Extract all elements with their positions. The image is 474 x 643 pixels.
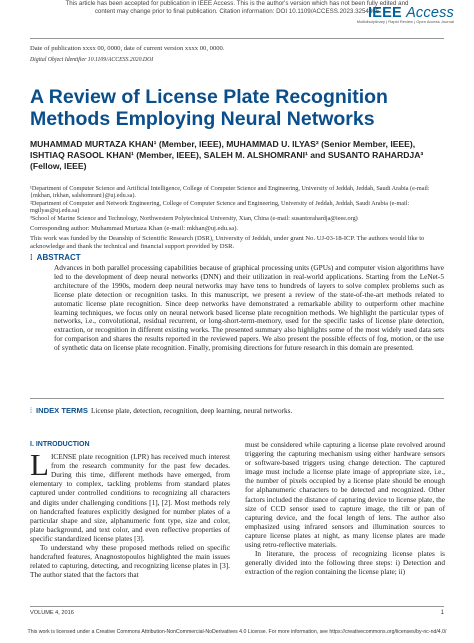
abstract-divider	[30, 398, 444, 399]
publication-notice-line2: content may change prior to final publication. Citation information: DOI 10.1109/ACCESS.2023.3254365	[94, 8, 380, 15]
index-terms-label: INDEX TERMS	[36, 406, 88, 415]
publication-notice-line1: This article has been accepted for publication in IEEE Access. This is the author's version which has not been fully edited and	[65, 0, 409, 7]
author-list: MUHAMMAD MURTAZA KHAN¹ (Member, IEEE), MUHAMMAD U. ILYAS² (Senior Member, IEEE), ISHTIAQ RASOOL KHAN¹ (Member, IEEE), SALEH M. ALSHOMRANI¹ and SUSANTO RAHARDJA³ (Fellow, IEEE)	[30, 139, 424, 171]
affiliation-1: ¹Department of Computer Science and Artificial Intelligence, College of Computer Science and Engineering, University of Jeddah, Jeddah, Saudi Arabia (e-mail: {mkhan, irkhan, salshomrani}@uj.edu.sa).	[30, 185, 430, 200]
left-column	[30, 440, 230, 579]
logo-access: Access	[406, 5, 454, 21]
index-terms	[30, 406, 444, 415]
intro-paragraph-1-text: ICENSE plate recognition (LPR) has received much interest from the research community for the past few decades. During this time, different methods have emerged, from elementary to complex, tackling problems from standard plates captured under controlled conditions to recognizing all characters and digits under challenging conditions [1], [2]. Most methods rely on handcrafted features explicitly designed for number plates of a particular shape and size, alphanumeric font type, size and color, plate background, and text color, and even reflective properties of specific standardized license plates [3].	[30, 452, 230, 543]
abstract-heading	[30, 253, 81, 262]
intro-paragraph-1	[30, 447, 230, 543]
page-number: 1	[440, 610, 444, 616]
publication-dates: Date of publication xxxx 00, 0000, date of current version xxxx 00, 0000.	[30, 45, 225, 52]
index-marker-icon: ⁞	[30, 406, 33, 415]
section-marker-icon: ⁞	[30, 253, 33, 262]
intro-paragraph-4: In literature, the process of recognizing license plates is generally divided into the following three steps: i) Detection and extraction of the region containing the license plate; ii)	[245, 549, 445, 577]
affiliation-3: ³School of Marine Science and Technology, Northwestern Polytechnical University, Xian, China (e-mail: susantorahardja@ieee.org)	[30, 215, 358, 222]
logo-tagline: Multidisciplinary | Rapid Review | Open Access Journal	[356, 19, 454, 24]
affiliation-2: ²Department of Computer and Network Engineering, College of Computer Science and Engineering, University of Jeddah, Jeddah, Saudi Arabia (e-mail: mgilyas@uj.edu.sa)	[30, 200, 410, 215]
drop-cap: L	[30, 447, 49, 483]
abstract-text: Advances in both parallel processing capabilities because of graphical processing units (GPUs) and computer vision algorithms have led to the development of deep neural networks (DNN) and their utilization in real-world applications. Starting from the LeNet-5 architecture of the 1990s, modern deep neural networks may have tens to hundreds of layers to solve complex problems such as license plate detection or recognition tasks. In this manuscript, we present a review of the state-of-the-art methods related to automatic license plate recognition. Since deep networks have demonstrated a remarkable ability to outperform other machine learning techniques, we focus only on neural network based license plate recognition methods. We highlight the particular types of networks, i.e., convolutional, residual recurrent, or long-short-term-memory, used for the specific tasks of license plate detection, extraction, or recognition in different existing works. The presented summary also highlights some of the most widely used data sets for comparison and shares the results reported in the reviewed papers. We also present the possible effects of fog, motion, or the use of synthetic data on license plate recognition. Finally, promising directions for future research in this domain are presented.	[54, 263, 444, 353]
section-heading-introduction: I. INTRODUCTION	[30, 441, 90, 448]
corresponding-author: Corresponding author: Muhammad Murtaza Khan (e-mail: mkhan@uj.edu.sa).	[30, 225, 239, 232]
logo-ieee: IEEE	[367, 5, 402, 21]
abstract-heading-label: ABSTRACT	[36, 253, 81, 262]
right-column	[245, 440, 445, 576]
intro-paragraph-2: To understand why these proposed methods relied on specific handcrafted features, Anagnostopoulos highlighted the main issues related to capturing, detecting, and recognizing license plates in [3]. The author stated that the factors that	[30, 543, 230, 580]
volume-label: VOLUME 4, 2016	[30, 610, 74, 616]
paper-title: A Review of License Plate Recognition Methods Employing Neural Networks	[30, 86, 388, 130]
doi-line: Digital Object Identifier 10.1109/ACCESS.2020.DOI	[30, 57, 154, 63]
header-divider	[30, 38, 444, 39]
ieee-access-logo	[357, 5, 454, 24]
license-notice: This work is licensed under a Creative Commons Attribution-NonCommercial-NoDerivatives 4.0 License. For more information, see https://creativecommons.org/licenses/by-nc-nd/4.0/	[27, 629, 447, 635]
index-terms-text: License plate, detection, recognition, deep learning, neural networks.	[90, 406, 293, 415]
funding-note: This work was funded by the Deanship of Scientific Research (DSR), University of Jeddah, under grant No. UJ-03-18-ICP. The authors would like to acknowledge and thank the technical and financial support provided by DSR.	[30, 235, 425, 250]
intro-paragraph-3: must be considered while capturing a license plate revolved around triggering the capturing mechanism using either hardware sensors or software-based triggers using change detection. The captured image must include a license plate image of appropriate size, i.e., the number of pixels occupied by a license plate should be enough for alphanumeric characters to be detected and recognized. Other factors included the distance of capturing device to license plate, the size of CCD sensor used to capture image, the tilt or pan of capturing device, and the focal length of lens. The author also emphasized using infrared sensors and illumination sources to capture license plates at night, as many license plates are made using retro-reflective materials.	[245, 440, 445, 550]
footer-divider	[30, 606, 444, 607]
